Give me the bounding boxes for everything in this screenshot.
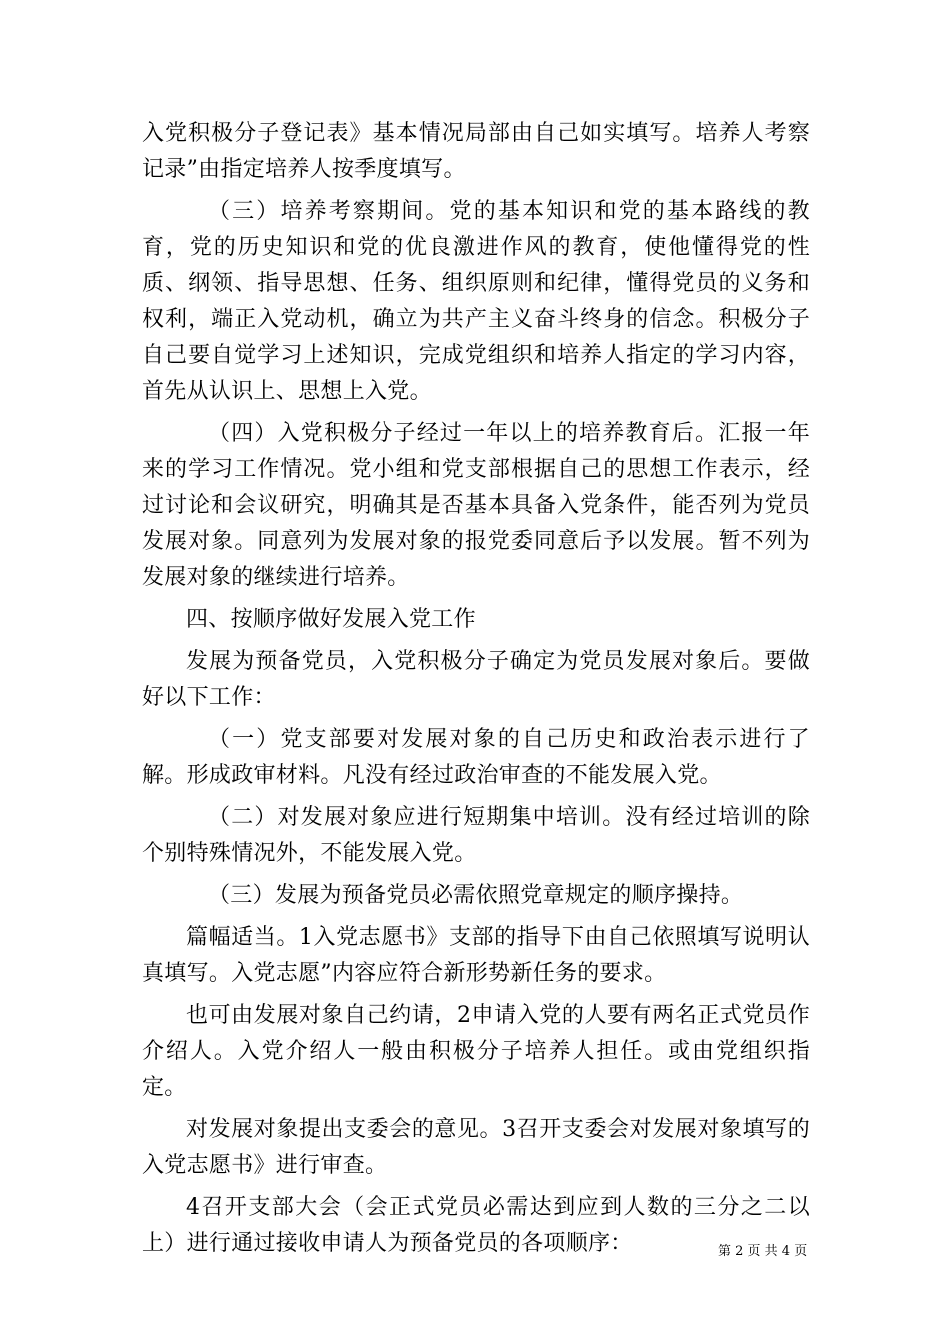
section-heading: 四、按顺序做好发展入党工作 [186, 607, 476, 632]
paragraph-6: （二）对发展对象应进行短期集中培训。没有经过培训的除个别特殊情况外，不能发展入党。 [142, 805, 810, 866]
document-body [142, 116, 810, 1262]
paragraph-5: （一）党支部要对发展对象的自己历史和政治表示进行了解。形成政审材料。凡没有经过政治审查的不能发展入党。 [142, 727, 810, 788]
paragraph-11: 4召开支部大会（会正式党员必需达到应到人数的三分之二以上）进行通过接收申请人为预备党员的各项顺序： [142, 1195, 810, 1256]
paragraph-10: 对发展对象提出支委会的意见。3召开支委会对发展对象填写的入党志愿书》进行审查。 [142, 1117, 810, 1178]
page-number: 第 2 页 共 4 页 [718, 1244, 808, 1259]
paragraph-4: 发展为预备党员，入党积极分子确定为党员发展对象后。要做好以下工作： [142, 649, 810, 710]
paragraph-8: 篇幅适当。1入党志愿书》支部的指导下由自己依照填写说明认真填写。入党志愿”内容应符合新形势新任务的要求。 [142, 925, 810, 986]
paragraph-7: （三）发展为预备党员必需依照党章规定的顺序操持。 [208, 883, 744, 908]
paragraph-2: （三）培养考察期间。党的基本知识和党的基本路线的教育，党的历史知识和党的优良激进作风的教育，使他懂得党的性质、纲领、指导思想、任务、组织原则和纪律，懂得党员的义务和权利，端正入党动机，确立为共产主义奋斗终身的信念。积极分子自己要自觉学习上述知识，完成党组织和培养人指定的学习内容，首先从认识上、思想上入党。 [142, 199, 810, 404]
paragraph-9: 也可由发展对象自己约请，2申请入党的人要有两名正式党员作介绍人。入党介绍人一般由积极分子培养人担任。或由党组织指定。 [142, 1003, 810, 1100]
paragraph-3: （四）入党积极分子经过一年以上的培养教育后。汇报一年来的学习工作情况。党小组和党支部根据自己的思想工作表示，经过讨论和会议研究，明确其是否基本具备入党条件，能否列为党员发展对象。同意列为发展对象的报党委同意后予以发展。暂不列为发展对象的继续进行培养。 [142, 421, 810, 590]
paragraph-1: 入党积极分子登记表》基本情况局部由自己如实填写。培养人考察记录”由指定培养人按季度填写。 [142, 121, 810, 182]
